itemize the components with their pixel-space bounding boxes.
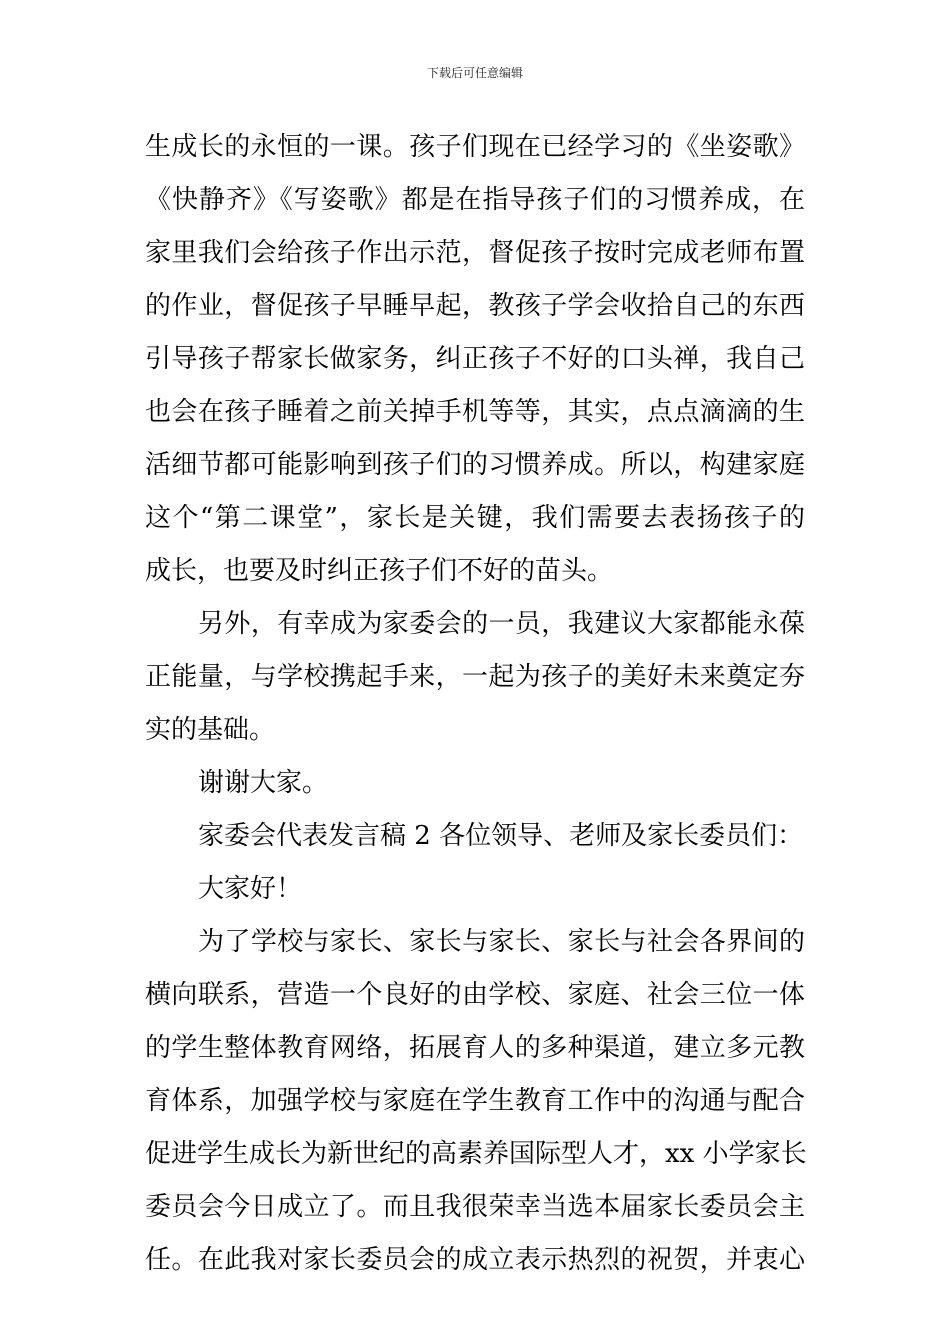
text-line: 实的基础。 xyxy=(145,715,276,745)
text-line: 大家好！ xyxy=(198,874,303,904)
text-line: 任。在此我对家长委员会的成立表示热烈的祝贺，并衷心 xyxy=(145,1245,805,1275)
text-line: 横向联系，营造一个良好的由学校、家庭、社会三位一体 xyxy=(145,980,805,1010)
document-body xyxy=(145,121,805,1287)
text-line: 家委会代表发言稿 2 各位领导、老师及家长委员们： xyxy=(198,821,804,851)
text-line: 这个“第二课堂”，家长是关键，我们需要去表扬孩子的 xyxy=(145,503,805,533)
text-line: 生成长的永恒的一课。孩子们现在已经学习的《坐姿歌》 xyxy=(145,132,805,162)
text-line: 的作业，督促孩子早睡早起，教孩子学会收拾自己的东西 xyxy=(145,291,805,321)
text-line: 为了学校与家长、家长与家长、家长与社会各界间的 xyxy=(198,927,805,957)
text-line: 委员会今日成立了。而且我很荣幸当选本届家长委员会主 xyxy=(145,1192,805,1222)
text-line: 活细节都可能影响到孩子们的习惯养成。所以，构建家庭 xyxy=(145,450,805,480)
text-line: 也会在孩子睡着之前关掉手机等等，其实，点点滴滴的生 xyxy=(145,397,805,427)
text-line: 《快静齐》《写姿歌》都是在指导孩子们的习惯养成，在 xyxy=(145,185,805,215)
text-line: 谢谢大家。 xyxy=(198,768,329,798)
text-line: 正能量，与学校携起手来，一起为孩子的美好未来奠定夯 xyxy=(145,662,805,692)
text-line: 成长，也要及时纠正孩子们不好的苗头。 xyxy=(145,556,614,586)
text-line: 促进学生成长为新世纪的高素养国际型人才，xx 小学家长 xyxy=(145,1139,807,1169)
text-line: 另外，有幸成为家委会的一员，我建议大家都能永葆 xyxy=(198,609,805,639)
text-line: 家里我们会给孩子作出示范，督促孩子按时完成老师布置 xyxy=(145,238,805,268)
text-line: 引导孩子帮家长做家务，纠正孩子不好的口头禅，我自己 xyxy=(145,344,805,374)
text-line: 的学生整体教育网络，拓展育人的多种渠道，建立多元教 xyxy=(145,1033,805,1063)
text-line: 育体系，加强学校与家庭在学生教育工作中的沟通与配合 xyxy=(145,1086,805,1116)
header-note: 下载后可任意编辑 xyxy=(426,66,523,80)
